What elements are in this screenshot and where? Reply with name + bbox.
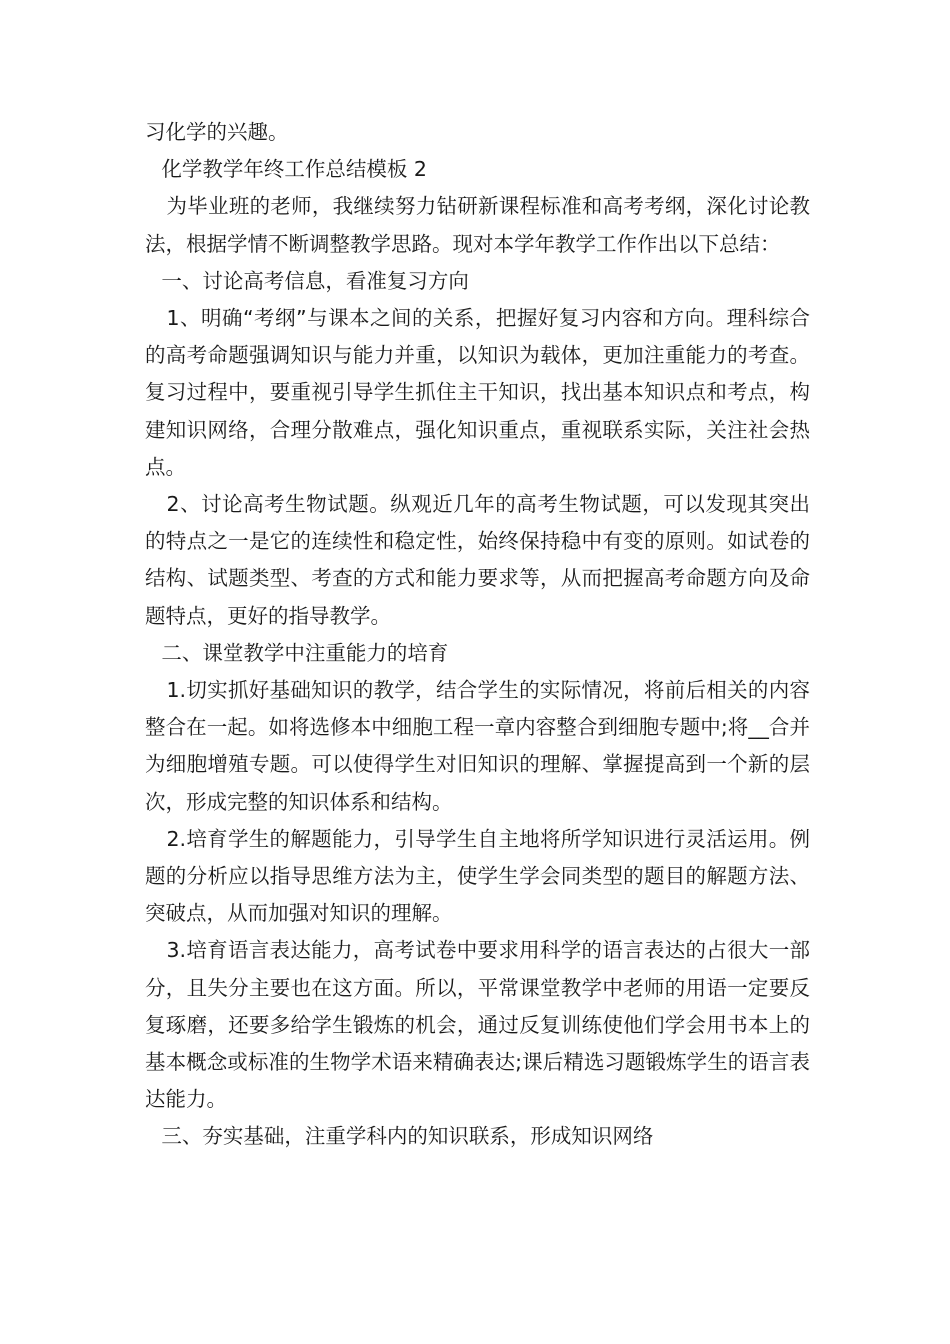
paragraph-2-1: 1.切实抓好基础知识的教学，结合学生的实际情况，将前后相关的内容整合在一起。如将选修本中细胞工程一章内容整合到细胞专题中;将__合并为细胞增殖专题。可以使得学生对旧知识的理解、掌握提高到一个新的层次，形成完整的知识体系和结构。: [145, 678, 810, 814]
paragraph-intro: 为毕业班的老师，我继续努力钻研新课程标准和高考考纲，深化讨论教法，根据学情不断调整教学思路。现对本学年教学工作作出以下总结：: [145, 194, 810, 256]
paragraph-continuation: 习化学的兴趣。: [145, 120, 289, 144]
heading-three: 三、夯实基础，注重学科内的知识联系，形成知识网络: [161, 1124, 654, 1149]
paragraph-2-2: 2.培育学生的解题能力，引导学生自主地将所学知识进行灵活运用。例题的分析应以指导思维方法为主，使学生学会同类型的题目的解题方法、突破点，从而加强对知识的理解。: [145, 826, 810, 926]
document-body: [145, 114, 810, 1156]
heading-two: 二、课堂教学中注重能力的培育: [161, 640, 449, 665]
paragraph-1-1: 1、明确“考纲”与课本之间的关系，把握好复习内容和方向。理科综合的高考命题强调知识与能力并重，以知识为载体，更加注重能力的考查。复习过程中，要重视引导学生抓住主干知识，找出基本知识点和考点，构建知识网络，合理分散难点，强化知识重点，重视联系实际，关注社会热点。: [145, 306, 810, 479]
paragraph-2-3: 3.培育语言表达能力，高考试卷中要求用科学的语言表达的占很大一部分，且失分主要也在这方面。所以，平常课堂教学中老师的用语一定要反复琢磨，还要多给学生锻炼的机会，通过反复训练使他们学会用书本上的基本概念或标准的生物学术语来精确表达;课后精选习题锻炼学生的语言表达能力。: [145, 938, 810, 1112]
heading-one: 一、讨论高考信息，看准复习方向: [161, 268, 469, 293]
section-title: 化学教学年终工作总结模板 2: [161, 157, 427, 182]
paragraph-1-2: 2、讨论高考生物试题。纵观近几年的高考生物试题，可以发现其突出的特点之一是它的连续性和稳定性，始终保持稳中有变的原则。如试卷的结构、试题类型、考查的方式和能力要求等，从而把握高考命题方向及命题特点，更好的指导教学。: [145, 492, 810, 628]
